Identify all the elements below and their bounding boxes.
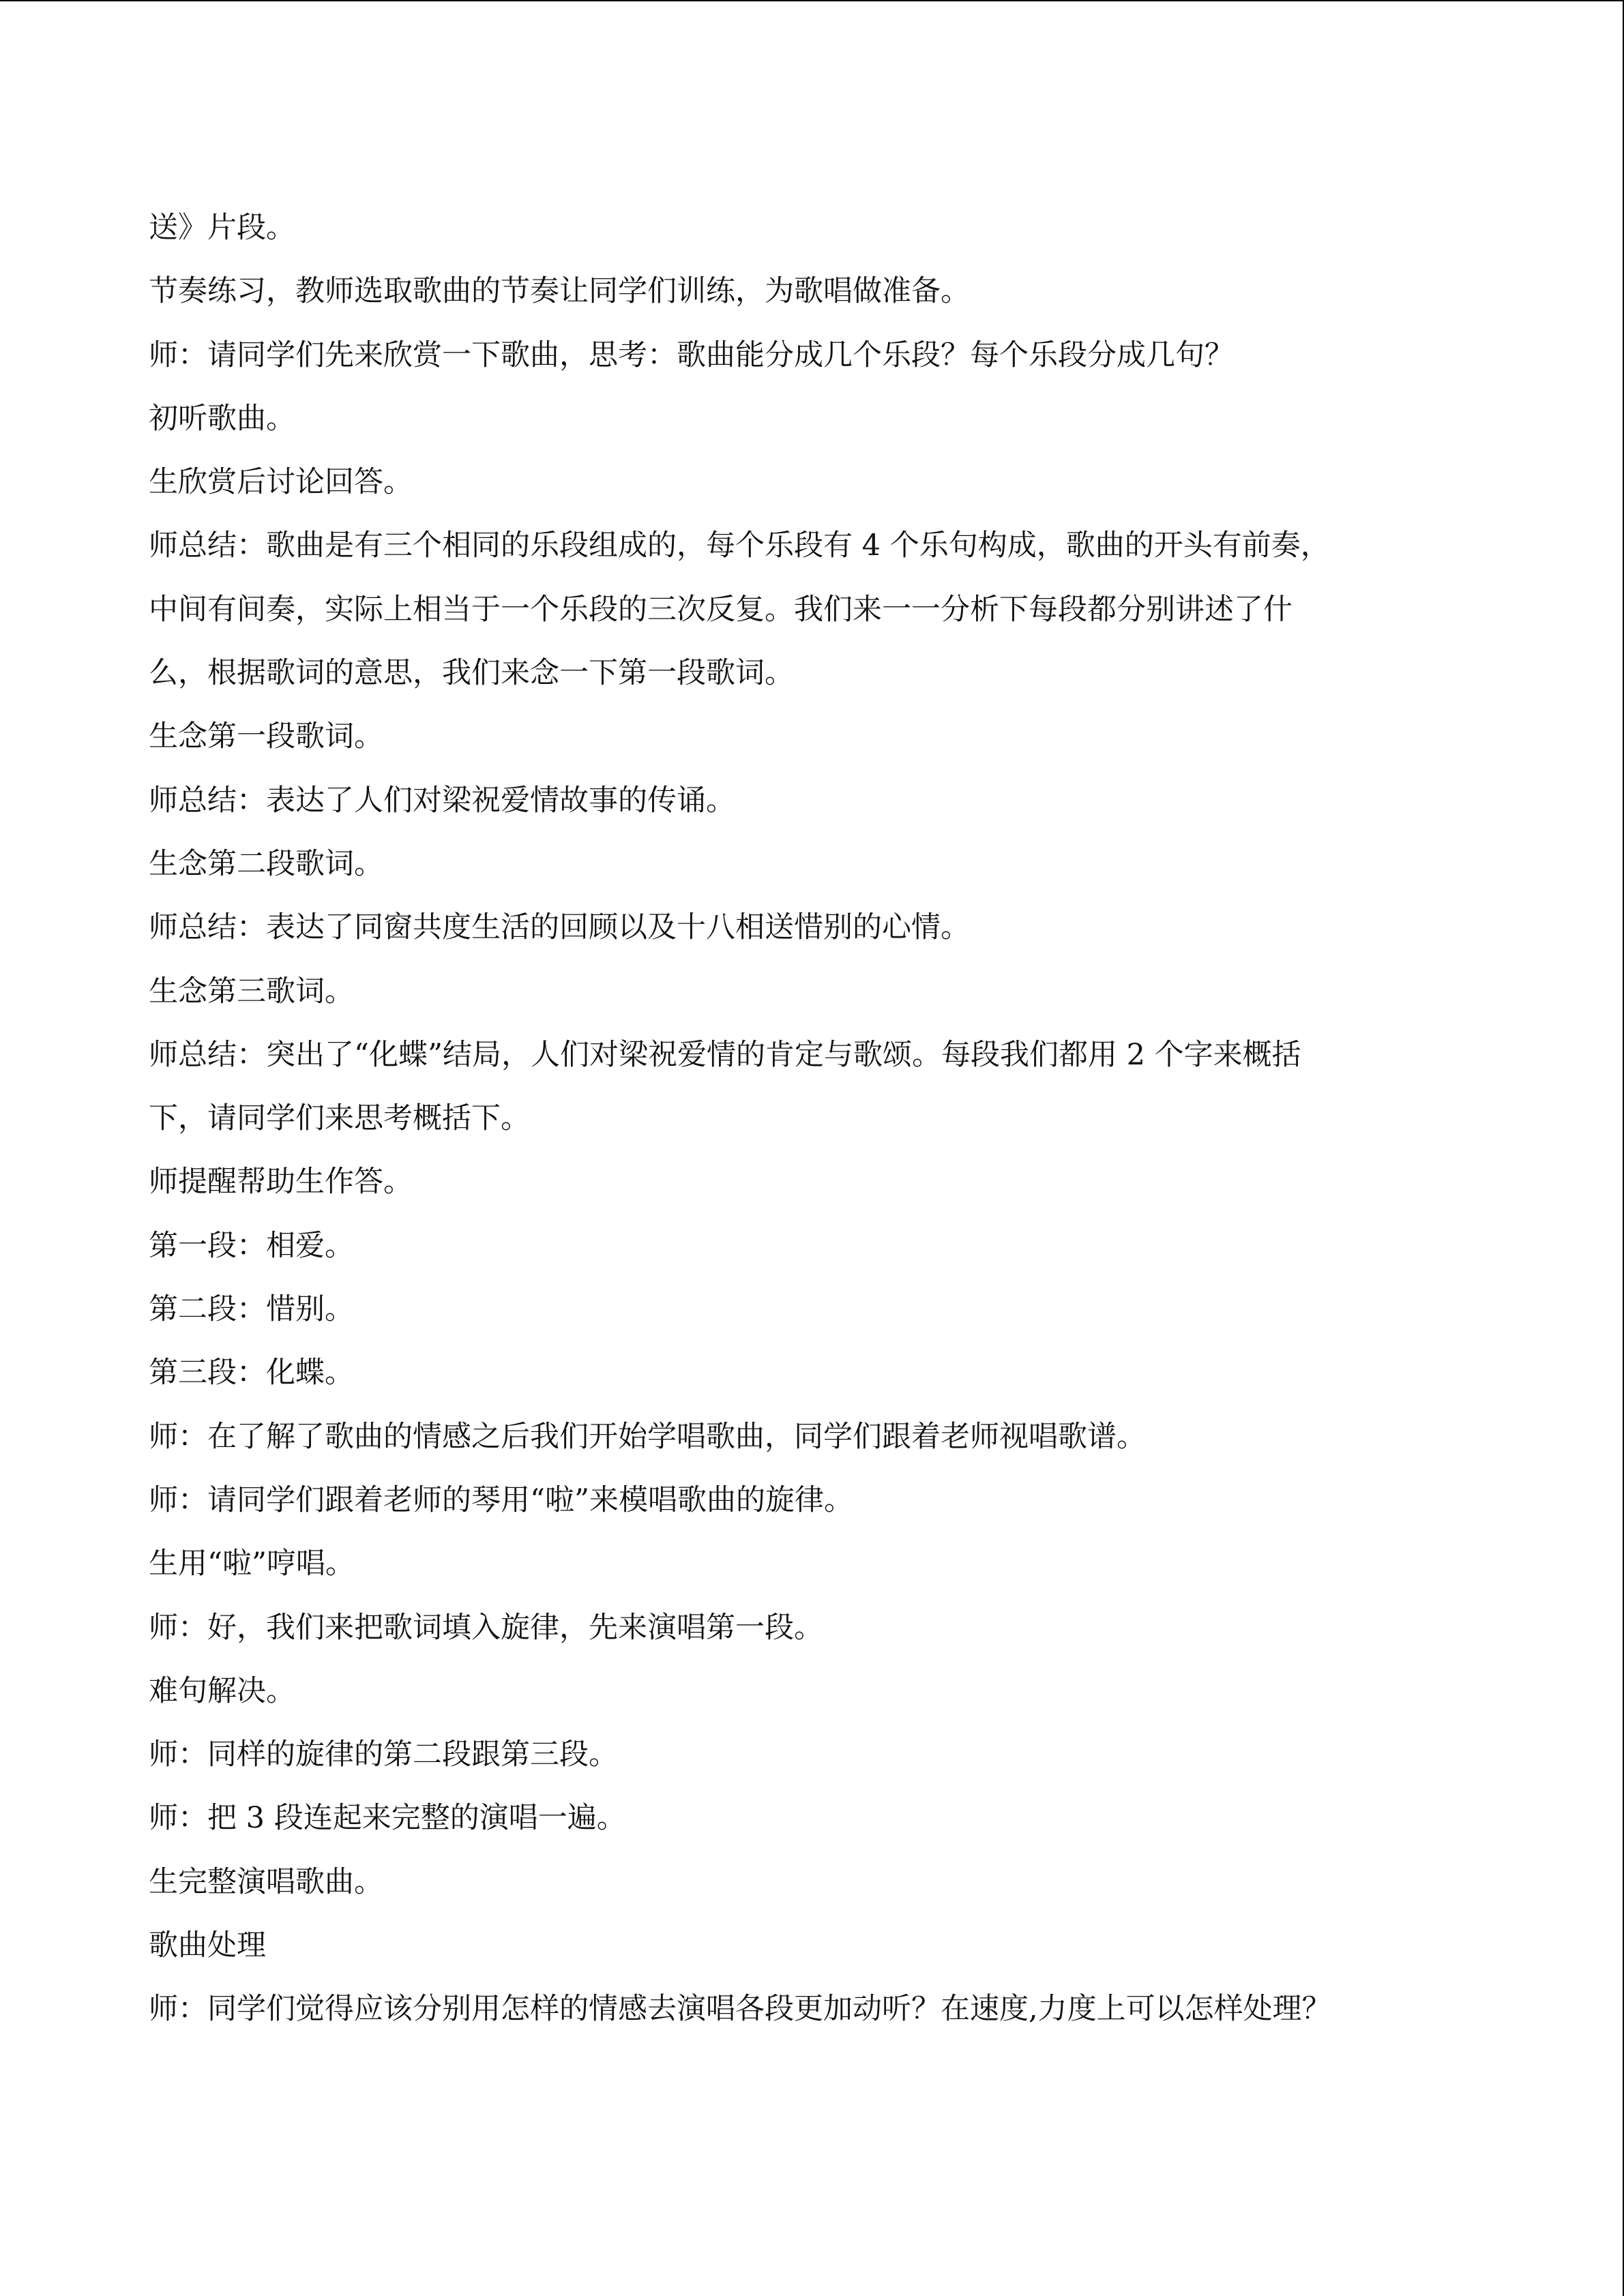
text-line: 生念第一段歌词。 <box>149 719 383 754</box>
text-line: 师总结：表达了同窗共度生活的回顾以及十八相送惜别的心情。 <box>149 910 970 945</box>
text-line: 师总结：突出了“化蝶”结局，人们对梁祝爱情的肯定与歌颂。每段我们都用 2 个字来概括 <box>149 1037 1301 1072</box>
text-line: 难句解决。 <box>149 1673 295 1708</box>
text-line: 师总结：歌曲是有三个相同的乐段组成的，每个乐段有 4 个乐句构成，歌曲的开头有前奏， <box>149 528 1330 563</box>
text-line: 生欣赏后讨论回答。 <box>149 465 413 500</box>
text-line: 师：同样的旋律的第二段跟第三段。 <box>149 1738 618 1772</box>
text-line: 师提醒帮助生作答。 <box>149 1165 413 1199</box>
text-line: 歌曲处理 <box>149 1928 266 1963</box>
document-page <box>149 196 1486 2042</box>
text-line: 第二段：惜别。 <box>149 1292 354 1327</box>
text-line: 师：把 3 段连起来完整的演唱一遍。 <box>149 1801 626 1836</box>
text-line: 师：在了解了歌曲的情感之后我们开始学唱歌曲，同学们跟着老师视唱歌谱。 <box>149 1419 1146 1454</box>
text-line: 师总结：表达了人们对梁祝爱情故事的传诵。 <box>149 783 735 818</box>
text-line: 送》片段。 <box>149 211 295 245</box>
text-line: 师：请同学们跟着老师的琴用“啦”来模唱歌曲的旋律。 <box>149 1482 853 1517</box>
text-line: 么，根据歌词的意思，我们来念一下第一段歌词。 <box>149 656 794 691</box>
text-line: 节奏练习，教师选取歌曲的节奏让同学们训练，为歌唱做准备。 <box>149 274 970 309</box>
text-line: 中间有间奏，实际上相当于一个乐段的三次反复。我们来一一分析下每段都分别讲述了什 <box>149 592 1293 627</box>
text-line: 第三段：化蝶。 <box>149 1356 354 1390</box>
text-line: 师：请同学们先来欣赏一下歌曲，思考：歌曲能分成几个乐段？每个乐段分成几句？ <box>149 338 1234 372</box>
text-line: 初听歌曲。 <box>149 401 295 436</box>
text-line: 生用“啦”哼唱。 <box>149 1547 355 1581</box>
text-line: 生念第二段歌词。 <box>149 846 383 881</box>
text-line: 师：同学们觉得应该分别用怎样的情感去演唱各段更加动听？在速度,力度上可以怎样处理？ <box>149 1992 1331 2027</box>
text-line: 生完整演唱歌曲。 <box>149 1864 383 1899</box>
text-line: 第一段：相爱。 <box>149 1228 354 1263</box>
text-line: 下，请同学们来思考概括下。 <box>149 1101 530 1136</box>
text-line: 师：好，我们来把歌词填入旋律，先来演唱第一段。 <box>149 1610 823 1645</box>
text-line: 生念第三歌词。 <box>149 974 354 1009</box>
